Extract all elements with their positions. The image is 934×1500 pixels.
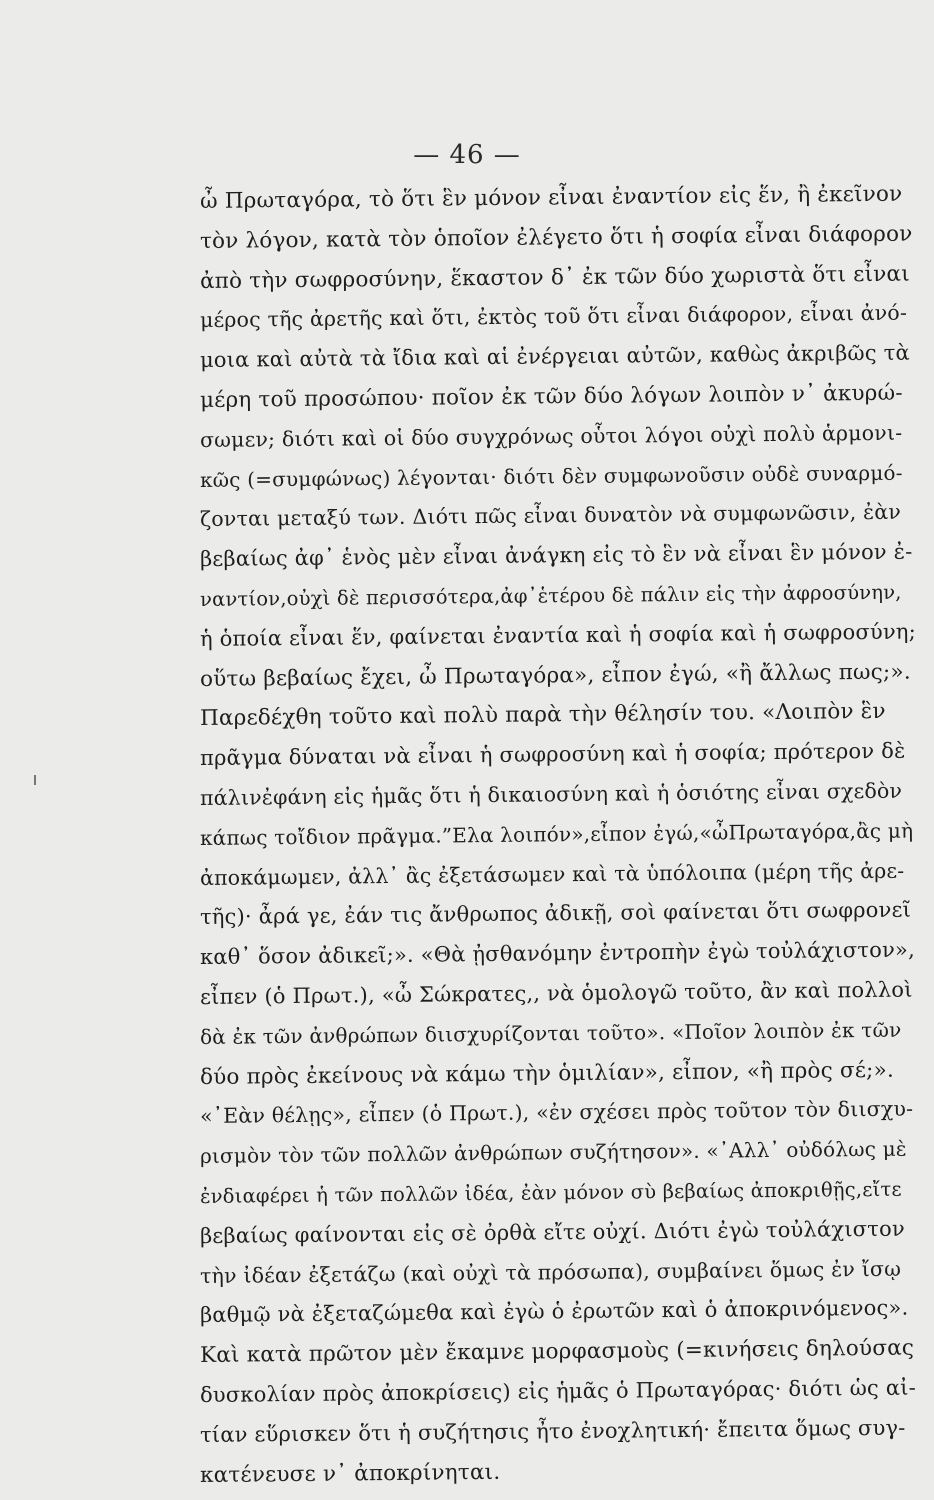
text-line: μέρη τοῦ προσώπου· ποῖον ἐκ τῶν δύο λόγων λοιπὸν ν᾽ ἀκυρώ- bbox=[199, 380, 903, 413]
text-line: δυσκολίαν πρὸς ἀποκρίσεις) εἰς ἡμᾶς ὁ Πρωταγόρας· διότι ὡς αἰ- bbox=[199, 1375, 917, 1407]
text-line: μοια καὶ αὐτὰ τὰ ἴδια καὶ αἱ ἐνέργειαι αὐτῶν, καθὼς ἀκριβῶς τὰ bbox=[199, 340, 910, 373]
text-line: τὴν ἰδέαν ἐξετάζω (καὶ οὐχὶ τὰ πρόσωπα), συμβαίνει ὅμως ἐν ἴσῳ bbox=[199, 1256, 902, 1288]
text-line: ἀποκάμωμεν, ἀλλ᾽ ἂς ἐξετάσωμεν καὶ τὰ ὑπόλοιπα (μέρη τῆς ἀρε- bbox=[199, 858, 905, 890]
text-line: κάπως τοἴδιον πρᾶγμα.”Ελα λοιπόν»,εἶπον ἐγώ,«ὦΠρωταγόρα,ἂς μὴ bbox=[199, 818, 914, 850]
text-line: ἡ ὁποία εἶναι ἕν, φαίνεται ἐναντία καὶ ἡ σοφία καὶ ἡ σωφροσύνη; bbox=[199, 619, 917, 651]
text-line: οὕτω βεβαίως ἔχει, ὦ Πρωταγόρα», εἶπον ἐγώ, «ἢ ἄλλως πως;». bbox=[199, 659, 911, 692]
text-line: τὸν λόγον, κατὰ τὸν ὁποῖον ἐλέγετο ὅτι ἡ σοφία εἶναι διάφορον bbox=[199, 221, 913, 254]
text-line: πρᾶγμα δύναται νὰ εἶναι ἡ σωφροσύνη καὶ ἡ σοφία; πρότερον δὲ bbox=[199, 738, 906, 771]
text-line: κατένευσε ν᾽ ἀποκρίνηται. bbox=[199, 1459, 501, 1488]
text-line: τίαν εὕρισκεν ὅτι ἡ συζήτησις ἦτο ἐνοχλητική· ἔπειτα ὅμως συγ- bbox=[199, 1415, 906, 1447]
text-line: δὰ ἐκ τῶν ἀνθρώπων διισχυρίζονται τοῦτο». «Ποῖον λοιπὸν ἐκ τῶν bbox=[199, 1017, 902, 1049]
text-line: μέρος τῆς ἀρετῆς καὶ ὅτι, ἐκτὸς τοῦ ὅτι εἶναι διάφορον, εἶναι ἀνό- bbox=[199, 300, 908, 333]
text-line: ἀπὸ τὴν σωφροσύνην, ἕκαστον δ᾽ ἐκ τῶν δύο χωριστὰ ὅτι εἶναι bbox=[199, 261, 910, 294]
margin-mark bbox=[34, 775, 36, 785]
text-line: σωμεν; διότι καὶ οἱ δύο συγχρόνως οὗτοι λόγοι οὐχὶ πολὺ ἁρμονι- bbox=[199, 420, 903, 452]
text-line: πάλινἐφάνη εἰς ἡμᾶς ὅτι ἡ δικαιοσύνη καὶ ἡ ὁσιότης εἶναι σχεδὸν bbox=[199, 778, 903, 810]
body-text bbox=[200, 182, 916, 1495]
text-line: Καὶ κατὰ πρῶτον μὲν ἔκαμνε μορφασμοὺς (=κινήσεις δηλούσας bbox=[199, 1335, 915, 1369]
text-line: δύο πρὸς ἐκείνους νὰ κάμω τὴν ὁμιλίαν», εἶπον, «ἢ πρὸς σέ;». bbox=[199, 1057, 895, 1090]
text-line: τῆς)· ἆρά γε, ἐάν τις ἄνθρωπος ἀδικῇ, σοὶ φαίνεται ὅτι σωφρονεῖ bbox=[199, 897, 912, 930]
text-line: βαθμῷ νὰ ἐξεταζώμεθα καὶ ἐγὼ ὁ ἐρωτῶν καὶ ὁ ἀποκρινόμενος». bbox=[199, 1295, 909, 1328]
text-line: ὦ Πρωταγόρα, τὸ ὅτι ἓν μόνον εἶναι ἐναντίον εἰς ἕν, ἢ ἐκεῖνον bbox=[199, 181, 903, 214]
text-line: ρισμὸν τὸν τῶν πολλῶν ἀνθρώπων συζήτησον». «᾽Αλλ᾽ οὐδόλως μὲ bbox=[199, 1136, 907, 1169]
page-number: — 46 — bbox=[413, 140, 521, 170]
text-line: ζονται μεταξύ των. Διότι πῶς εἶναι δυνατὸν νὰ συμφωνῶσιν, ἐὰν bbox=[199, 500, 902, 532]
text-line: ἐνδιαφέρει ἡ τῶν πολλῶν ἰδέα, ἐὰν μόνον σὺ βεβαίως ἀποκριθῇς,εἴτε bbox=[199, 1177, 902, 1208]
text-line: καθ᾽ ὅσον ἀδικεῖ;». «Θὰ ᾐσθανόμην ἐντροπὴν ἐγὼ τοὐλάχιστον», bbox=[199, 937, 916, 970]
text-line: Παρεδέχθη τοῦτο καὶ πολὺ παρὰ τὴν θέλησίν του. «Λοιπὸν ἓν bbox=[199, 699, 886, 732]
text-line: κῶς (=συμφώνως) λέγονται· διότι δὲν συμφωνοῦσιν οὐδὲ συναρμό- bbox=[199, 460, 903, 492]
text-line: «᾽Εὰν θέλῃς», εἶπεν (ὁ Πρωτ.), «ἐν σχέσει πρὸς τοῦτον τὸν διισχυ- bbox=[199, 1096, 914, 1129]
text-line: βεβαίως ἀφ᾽ ἑνὸς μὲν εἶναι ἀνάγκη εἰς τὸ ἓν νὰ εἶναι ἓν μόνον ἐ- bbox=[199, 539, 913, 572]
text-line: εἶπεν (ὁ Πρωτ.), «ὦ Σώκρατες,, νὰ ὁμολογῶ τοῦτο, ἂν καὶ πολλοὶ bbox=[199, 977, 913, 1009]
text-line: βεβαίως φαίνονται εἰς σὲ ὀρθὰ εἴτε οὐχί. Διότι ἐγὼ τοὐλάχιστον bbox=[199, 1216, 905, 1248]
text-line: ναντίον,οὐχὶ δὲ περισσότερα,ἀφ᾽ἑτέρου δὲ πάλιν εἰς τὴν ἀφροσύνην, bbox=[199, 580, 902, 611]
